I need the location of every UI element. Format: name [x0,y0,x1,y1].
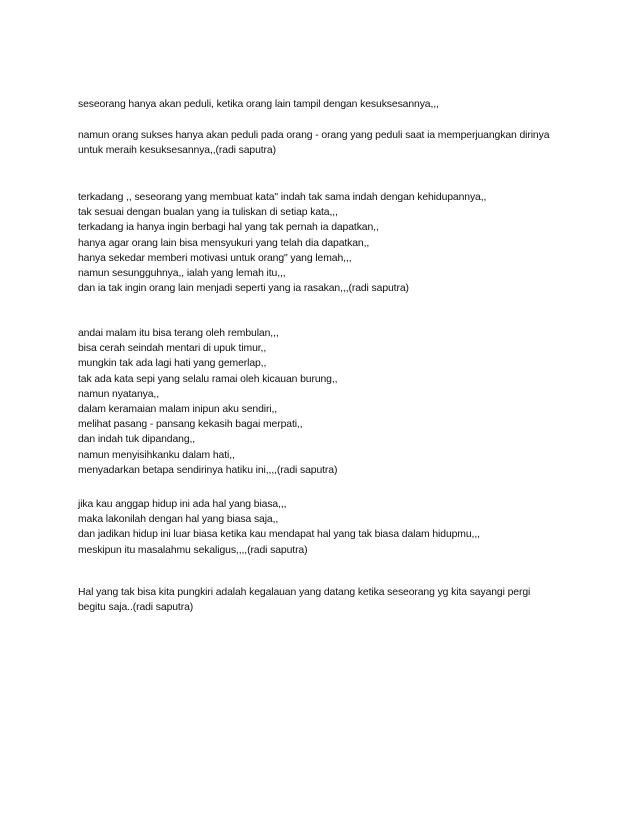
quote-kegalauan [78,585,578,615]
text-line: andai malam itu bisa terang oleh rembulan,,, [78,328,279,339]
text-line: hanya agar orang lain bisa mensyukuri yang telah dia dapatkan,, [78,237,370,249]
text-line: menyadarkan betapa sendirinya hatiku ini,,,,(radi saputra) [78,464,338,476]
text-line: seseorang hanya akan peduli, ketika orang lain tampil dengan kesuksesannya,,, [78,99,439,110]
quote-success-peduli [78,97,578,112]
text-line: mungkin tak ada lagi hati yang gemerlap,, [78,358,267,370]
text-line: dan ia tak ingin orang lain menjadi seperti yang ia rasakan,,,(radi saputra) [78,283,409,295]
text-line: jika kau anggap hidup ini ada hal yang biasa,,, [78,499,287,510]
text-line: untuk meraih kesuksesannya,,(radi saputra) [78,145,276,157]
text-line: hanya sekedar memberi motivasi untuk orang" yang lemah,,, [78,252,352,264]
text-line: melihat pasang - pansang kekasih bagai merpati,, [78,419,303,431]
text-line: dan jadikan hidup ini luar biasa ketika kau mendapat hal yang tak biasa dalam hidupmu,,, [78,529,480,541]
poem-andai-malam [78,326,578,478]
text-line: bisa cerah seindah mentari di upuk timur,, [78,343,267,355]
poem-terkadang [78,190,578,296]
text-line: dan indah tuk dipandang,, [78,434,196,446]
text-line: Hal yang tak bisa kita pungkiri adalah kegalauan yang datang ketika seseorang yg kita sayangi pergi [78,587,531,598]
text-line: terkadang ,, seseorang yang membuat kata" indah tak sama indah dengan kehidupannya,, [78,192,487,203]
text-line: maka lakonilah dengan hal yang biasa saja,, [78,514,279,526]
text-line: terkadang ia hanya ingin berbagi hal yang tak pernah ia dapatkan,, [78,222,379,234]
text-line: dalam keramaian malam inipun aku sendiri,, [78,404,278,416]
text-line: tak ada kata sepi yang selalu ramai oleh kicauan burung,, [78,373,338,385]
text-line: namun sesungguhnya,, ialah yang lemah itu,,, [78,268,286,280]
text-line: meskipun itu masalahmu sekaligus,,,,(radi saputra) [78,544,308,556]
poem-hidup-biasa [78,497,578,558]
text-line: namun menyisihkanku dalam hati,, [78,449,235,461]
text-line: namun orang sukses hanya akan peduli pada orang - orang yang peduli saat ia memperjuangkan dirinya [78,130,550,141]
text-line: tak sesuai dengan bualan yang ia tuliskan di setiap kata,,, [78,207,338,219]
quote-success-struggle [78,128,578,158]
text-line: namun nyatanya,, [78,388,160,400]
text-line: begitu saja..(radi saputra) [78,602,194,614]
